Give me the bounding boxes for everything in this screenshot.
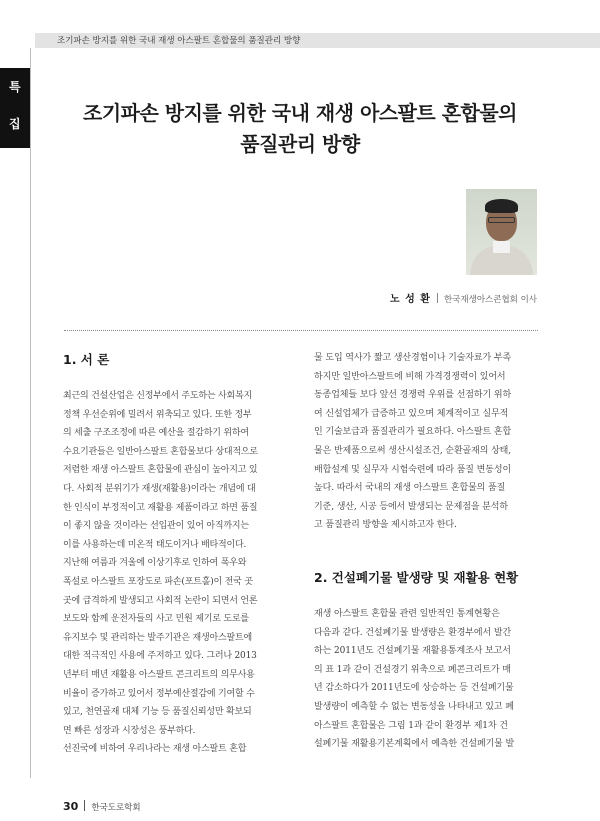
text-line: 유지보수 및 관리하는 발주기관은 재생아스팔트에 xyxy=(63,632,253,643)
text-line: 하는 2011년도 건설폐기물 재활용통계조사 보고서 xyxy=(314,646,511,657)
author-photo xyxy=(466,189,537,275)
paragraph-2 xyxy=(63,554,287,759)
text-line: 설폐기물 재활용기본계획에서 예측한 건설폐기물 발 xyxy=(314,739,515,750)
paragraph-3 xyxy=(314,349,538,535)
text-line: 의 세출 구조조정에 따른 예산을 절감하기 위하여 xyxy=(63,428,249,439)
byline-divider xyxy=(437,293,438,303)
text-line: 년 감소하다가 2011년도에 상승하는 등 건설폐기물 xyxy=(314,683,514,694)
author-name: 노 성 환 xyxy=(390,294,431,305)
section-tab-char-2: 집 xyxy=(9,117,21,131)
text-line: 이 좋지 않을 것이라는 선입관이 있어 아직까지는 xyxy=(63,521,249,532)
section-tab xyxy=(0,68,30,148)
text-line: 년부터 매년 재활용 아스팔트 콘크리트의 의무사용 xyxy=(63,669,255,680)
text-line: 한 인식이 부정적이고 재활용 제품이라고 하면 품질 xyxy=(63,502,258,513)
text-line: 인 기술보급과 품질관리가 필요하다. 아스팔트 혼합 xyxy=(314,427,512,438)
text-line: 보도와 함께 운전자들의 사고 민원 제기로 도로를 xyxy=(63,614,249,625)
text-line: 아스팔트 혼합물은 그림 1과 같이 환경부 제1차 건 xyxy=(314,720,508,731)
text-line: 높다. 따라서 국내의 재생 아스팔트 혼합물의 품질 xyxy=(314,483,506,494)
text-line: 곳에 급격하게 발생되고 사회적 논란이 되면서 언론 xyxy=(63,595,258,606)
text-line: 다. 사회적 분위기가 재생(재활용)이라는 개념에 대 xyxy=(63,483,256,494)
footer-divider xyxy=(84,800,85,811)
text-line: 비율이 증가하고 있어서 정부예산절감에 기여할 수 xyxy=(63,688,255,699)
running-header xyxy=(35,33,600,48)
text-line: 저렴한 재생 아스팔트 혼합물에 관심이 높아지고 있 xyxy=(63,465,258,476)
left-column xyxy=(63,349,287,759)
text-line: 하지만 일반아스팔트에 비해 가격경쟁력이 있어서 xyxy=(314,371,506,382)
page-number: 30 xyxy=(63,800,79,813)
margin-rule xyxy=(30,48,31,778)
text-line: 선진국에 비하여 우리나라는 재생 아스팔트 혼합 xyxy=(63,744,247,755)
paragraph-4 xyxy=(314,605,538,754)
text-line: 이를 사용하는데 미온적 태도이거나 배타적이다. xyxy=(63,539,247,550)
dotted-divider xyxy=(64,330,538,331)
text-line: 재생 아스팔트 혼합물 관련 일반적인 통계현황은 xyxy=(314,608,500,619)
author-affiliation: 한국재생아스콘협회 이사 xyxy=(443,295,537,305)
text-line: 정책 우선순위에 밀려서 위축되고 있다. 또한 정부 xyxy=(63,409,252,420)
text-line: 수요기관들은 일반아스팔트 혼합물보다 상대적으로 xyxy=(63,446,258,457)
publication-name: 한국도로학회 xyxy=(91,803,141,813)
photo-hair xyxy=(485,199,518,213)
section-tab-char-1: 특 xyxy=(9,80,21,94)
text-line: 동종업체들 보다 앞선 경쟁력 우위를 선점하기 위하 xyxy=(314,390,512,401)
page-footer xyxy=(63,795,141,814)
section-1-heading: 1. 서 론 xyxy=(63,352,110,367)
top-margin xyxy=(0,0,600,34)
text-line: 물은 반제품으로써 생산시설조건, 순환골재의 상태, xyxy=(314,445,512,456)
paragraph-1 xyxy=(63,387,287,554)
text-line: 면 빠른 성장과 시장성은 풍부하다. xyxy=(63,725,196,736)
text-line: 지난해 여름과 겨울에 이상기후로 인하여 폭우와 xyxy=(63,558,247,569)
text-line: 폭설로 아스팔트 포장도로 파손(포트홀)이 전국 곳 xyxy=(63,576,253,587)
title-line-2: 품질관리 방향 xyxy=(240,132,360,156)
text-line: 대한 적극적인 사용에 주저하고 있다. 그러나 2013 xyxy=(63,651,257,662)
text-line: 다음과 같다. 건설폐기물 발생량은 환경부에서 발간 xyxy=(314,627,512,638)
text-line: 최근의 건설산업은 신정부에서 주도하는 사회복지 xyxy=(63,391,253,401)
photo-collar xyxy=(493,241,510,253)
text-line: 배합설계 및 실무자 시험숙련에 따라 품질 변동성이 xyxy=(314,464,512,475)
text-line: 여 신설업체가 급증하고 있으며 체계적이고 실무적 xyxy=(314,408,509,419)
photo-glasses xyxy=(488,217,515,223)
section-2-heading: 2. 건설폐기물 발생량 및 재활용 현황 xyxy=(314,569,519,585)
text-line: 있고, 천연골재 대체 기능 등 품질신뢰성만 확보되 xyxy=(63,707,252,718)
article-title xyxy=(40,98,560,160)
text-line: 발생량이 예측할 수 없는 변동성을 나타내고 있고 폐 xyxy=(314,701,514,712)
right-column xyxy=(314,349,538,754)
author-byline xyxy=(390,287,537,306)
title-line-1: 조기파손 방지를 위한 국내 재생 아스팔트 혼합물의 xyxy=(83,101,517,125)
text-line: 기준, 생산, 시공 등에서 발생되는 문제점을 분석하 xyxy=(314,501,508,512)
text-line: 물 도입 역사가 짧고 생산경험이나 기술자료가 부족 xyxy=(314,353,512,363)
text-line: 의 표 1과 같이 건설경기 위축으로 폐콘크리트가 매 xyxy=(314,664,511,675)
running-header-text: 조기파손 방지를 위한 국내 재생 아스팔트 혼합물의 품질관리 방향 xyxy=(57,36,301,46)
text-line: 고 품질관리 방향을 제시하고자 한다. xyxy=(314,520,457,531)
